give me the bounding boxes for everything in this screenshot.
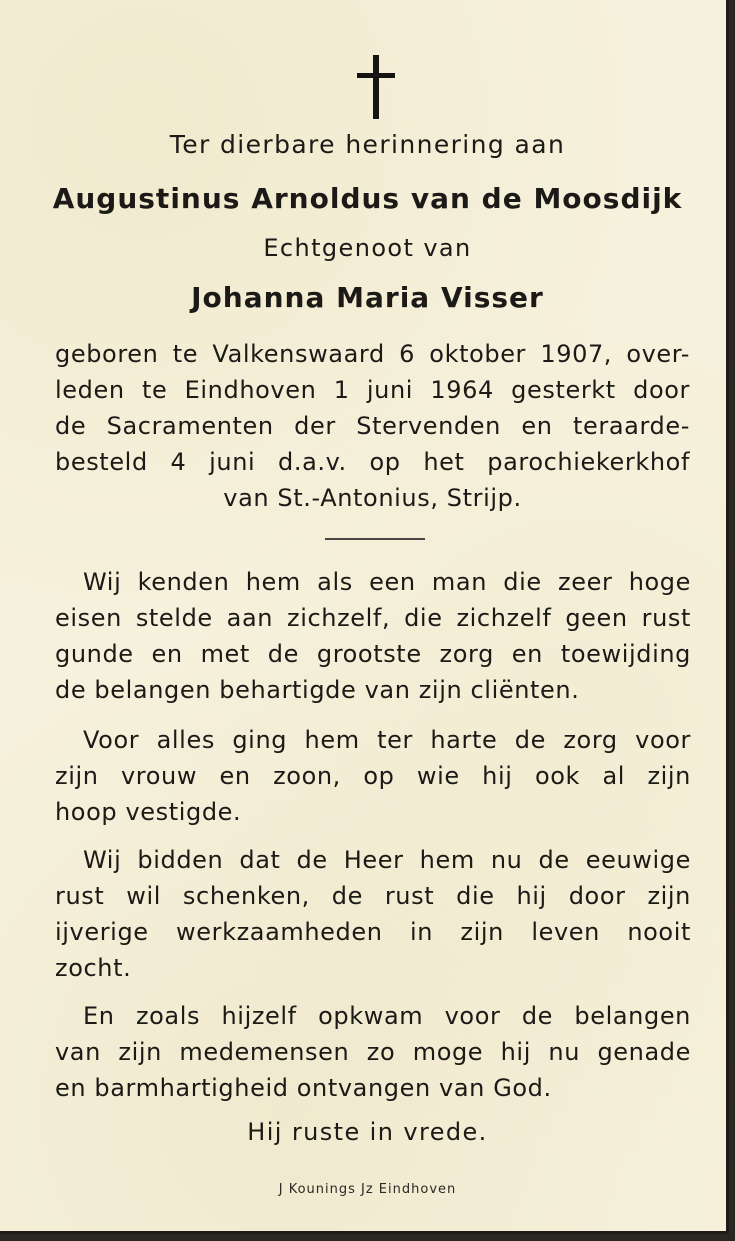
bio-line: van St.-Antonius, Strijp. [223,484,522,512]
paragraph-line: van zijn medemensen zo moge hij nu genade [55,1038,691,1066]
biography-block [55,336,690,516]
spouse-label: Echtgenoot van [263,234,472,262]
paragraph-line: Wij kenden hem als een man die zeer hoge [83,568,691,596]
divider [325,538,425,540]
paragraph-line: Wij bidden dat de Heer hem nu de eeuwige [83,846,691,874]
bio-line: besteld 4 juni d.a.v. op het parochiekerkhof [55,448,690,476]
closing-text: Hij ruste in vrede. [247,1118,488,1146]
paragraph-line: en barmhartigheid ontvangen van God. [55,1074,552,1102]
cross-icon [357,55,395,119]
paragraph-line: ijverige werkzaamheden in zijn leven nooit [55,918,691,946]
paragraph-line: rust wil schenken, de rust die hij door zijn [55,882,691,910]
paragraph-1 [55,564,691,708]
bio-line: de Sacramenten der Stervenden en teraarde- [55,412,690,440]
bio-line: leden te Eindhoven 1 juni 1964 gesterkt door [55,376,690,404]
deceased-name: Augustinus Arnoldus van de Moosdijk [52,182,683,215]
paragraph-line: hoop vestigde. [55,798,242,826]
paragraph-4 [55,998,691,1106]
intro-text: Ter dierbare herinnering aan [169,130,566,159]
paragraph-line: zijn vrouw en zoon, op wie hij ook al zijn [55,762,691,790]
paragraph-line: Voor alles ging hem ter harte de zorg voor [83,726,691,754]
paragraph-2 [55,722,691,830]
paragraph-line: de belangen behartigde van zijn cliënten. [55,676,580,704]
paragraph-line: gunde en met de grootste zorg en toewijding [55,640,691,668]
paragraph-line: En zoals hijzelf opkwam voor de belangen [83,1002,691,1030]
printer-credit: J Kounings Jz Eindhoven [278,1182,457,1197]
paragraph-3 [55,842,691,986]
paragraph-line: eisen stelde aan zichzelf, die zichzelf geen rust [55,604,691,632]
bio-line: geboren te Valkenswaard 6 oktober 1907, over- [55,340,690,368]
spouse-name: Johanna Maria Visser [191,281,544,314]
paragraph-line: zocht. [55,954,132,982]
